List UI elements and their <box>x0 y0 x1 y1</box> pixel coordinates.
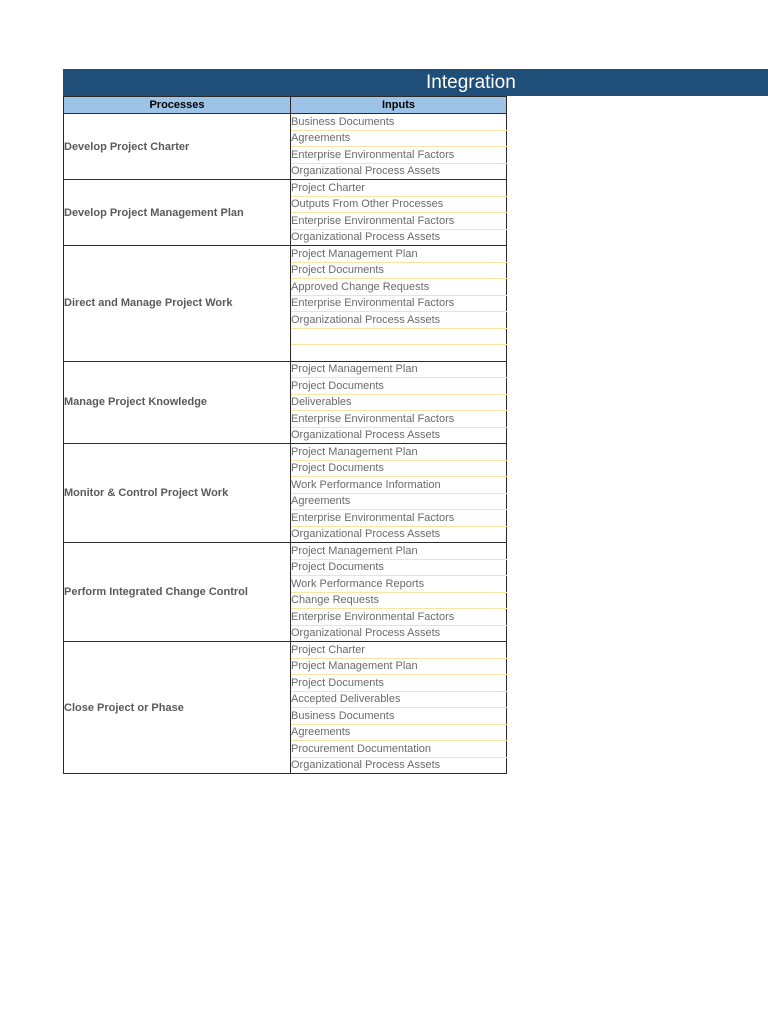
input-cell[interactable]: Organizational Process Assets <box>291 229 507 246</box>
input-cell[interactable]: Deliverables <box>291 394 507 411</box>
process-cell[interactable]: Direct and Manage Project Work <box>64 246 291 362</box>
input-cell[interactable]: Work Performance Information <box>291 477 507 494</box>
title-bar <box>63 69 768 96</box>
input-cell[interactable]: Enterprise Environmental Factors <box>291 295 507 312</box>
process-cell[interactable]: Monitor & Control Project Work <box>64 444 291 543</box>
input-cell[interactable]: Organizational Process Assets <box>291 312 507 329</box>
input-cell[interactable]: Project Management Plan <box>291 361 507 378</box>
input-cell[interactable]: Agreements <box>291 130 507 147</box>
input-cell[interactable]: Project Documents <box>291 675 507 692</box>
input-cell[interactable]: Project Management Plan <box>291 444 507 461</box>
input-cell[interactable]: Approved Change Requests <box>291 279 507 296</box>
process-cell[interactable]: Develop Project Charter <box>64 114 291 180</box>
input-cell[interactable]: Business Documents <box>291 114 507 131</box>
table-row <box>64 642 507 659</box>
sheet-title <box>426 69 570 96</box>
input-cell[interactable]: Organizational Process Assets <box>291 526 507 543</box>
input-cell[interactable]: Organizational Process Assets <box>291 427 507 444</box>
input-cell[interactable]: Project Charter <box>291 642 507 659</box>
table-row <box>64 361 507 378</box>
input-cell[interactable]: Work Performance Reports <box>291 576 507 593</box>
input-cell[interactable]: Outputs From Other Processes <box>291 196 507 213</box>
table-row <box>64 114 507 131</box>
input-cell[interactable]: Accepted Deliverables <box>291 691 507 708</box>
table-row <box>64 246 507 263</box>
input-cell[interactable]: Procurement Documentation <box>291 741 507 758</box>
input-cell[interactable] <box>291 328 507 345</box>
process-cell[interactable]: Develop Project Management Plan <box>64 180 291 246</box>
input-cell[interactable]: Project Charter <box>291 180 507 197</box>
input-cell[interactable]: Organizational Process Assets <box>291 757 507 774</box>
input-cell[interactable]: Enterprise Environmental Factors <box>291 510 507 527</box>
table-row <box>64 543 507 560</box>
input-cell[interactable]: Project Management Plan <box>291 543 507 560</box>
input-cell[interactable]: Enterprise Environmental Factors <box>291 213 507 230</box>
input-cell[interactable] <box>291 345 507 362</box>
table-row <box>64 444 507 461</box>
sheet-title-text: Integration <box>426 72 516 93</box>
input-cell[interactable]: Project Documents <box>291 262 507 279</box>
table-row <box>64 180 507 197</box>
input-cell[interactable]: Project Documents <box>291 559 507 576</box>
processes-header[interactable]: Processes <box>64 97 291 114</box>
header-row <box>64 97 507 114</box>
input-cell[interactable]: Project Documents <box>291 460 507 477</box>
integration-table <box>63 96 507 774</box>
process-cell[interactable]: Close Project or Phase <box>64 642 291 774</box>
input-cell[interactable]: Enterprise Environmental Factors <box>291 609 507 626</box>
input-cell[interactable]: Agreements <box>291 724 507 741</box>
input-cell[interactable]: Project Documents <box>291 378 507 395</box>
table-body <box>64 114 507 774</box>
input-cell[interactable]: Organizational Process Assets <box>291 163 507 180</box>
input-cell[interactable]: Organizational Process Assets <box>291 625 507 642</box>
input-cell[interactable]: Change Requests <box>291 592 507 609</box>
input-cell[interactable]: Agreements <box>291 493 507 510</box>
process-cell[interactable]: Perform Integrated Change Control <box>64 543 291 642</box>
process-cell[interactable]: Manage Project Knowledge <box>64 361 291 444</box>
input-cell[interactable]: Business Documents <box>291 708 507 725</box>
input-cell[interactable]: Project Management Plan <box>291 658 507 675</box>
inputs-header[interactable]: Inputs <box>291 97 507 114</box>
input-cell[interactable]: Project Management Plan <box>291 246 507 263</box>
input-cell[interactable]: Enterprise Environmental Factors <box>291 411 507 428</box>
input-cell[interactable]: Enterprise Environmental Factors <box>291 147 507 164</box>
